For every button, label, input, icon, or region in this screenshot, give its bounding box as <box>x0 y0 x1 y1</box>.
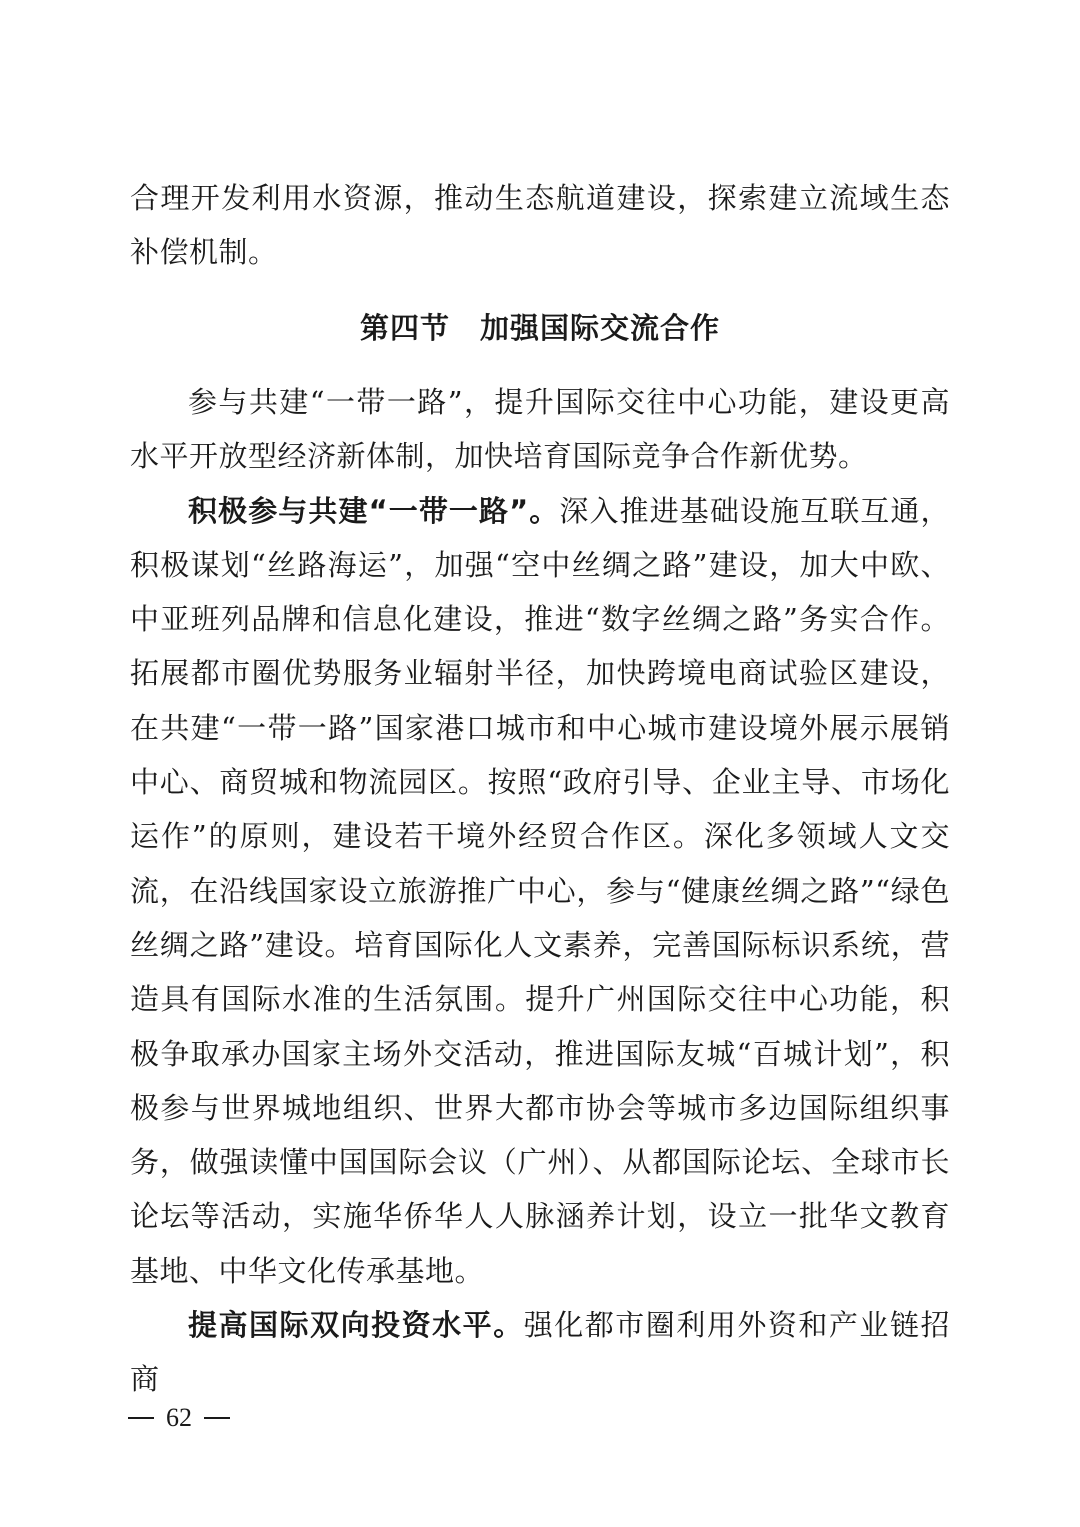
section-heading-number: 第四节 <box>359 311 450 345</box>
investment-lead: 提高国际双向投资水平。 <box>188 1308 524 1343</box>
footer-dash-right <box>204 1417 230 1419</box>
page-footer <box>128 1398 230 1438</box>
intro-paragraph: 参与共建“一带一路”，提升国际交往中心功能，建设更高水平开放型经济新体制，加快培育国际竞争合作新优势。 <box>130 385 950 474</box>
belt-road-text: 深入推进基础设施互联互通，积极谋划“丝路海运”，加强“空中丝绸之路”建设，加大中欧、中亚班列品牌和信息化建设，推进“数字丝绸之路”务实合作。拓展都市圈优势服务业辐射半径，加快跨境电商试验区建设，在共建“一带一路”国家港口城市和中心城市建设境外展示展销中心、商贸城和物流园区。按照“政府引导、企业主导、市场化运作”的原则，建设若干境外经贸合作区。深化多领域人文交流，在沿线国家设立旅游推广中心，参与“健康丝绸之路”“绿色丝绸之路”建设。培育国际化人文素养，完善国际标识系统，营造具有国际水准的生活氛围。提升广州国际交往中心功能，积极争取承办国家主场外交活动，推进国际友城“百城计划”，积极参与世界城地组织、世界大都市协会等城市多边国际组织事务，做强读懂中国国际会议（广州）、从都国际论坛、全球市长论坛等活动，实施华侨华人人脉涵养计划，设立一批华文教育基地、中华文化传承基地。 <box>130 493 950 1288</box>
investment-paragraph <box>130 1298 950 1407</box>
page-number: 62 <box>166 1403 192 1432</box>
belt-road-lead: 积极参与共建“一带一路”。 <box>188 493 560 528</box>
top-paragraph-block <box>130 171 950 280</box>
footer-dash-left <box>128 1417 154 1419</box>
section-heading <box>0 302 1080 354</box>
top-paragraph: 合理开发利用水资源，推动生态航道建设，探索建立流域生态补偿机制。 <box>130 181 950 270</box>
section-heading-title: 加强国际交流合作 <box>480 311 721 345</box>
investment-text: 强化都市圈利用外资和产业链招商 <box>130 1308 950 1397</box>
body-text-block <box>130 375 950 1407</box>
belt-road-paragraph <box>130 484 950 1298</box>
